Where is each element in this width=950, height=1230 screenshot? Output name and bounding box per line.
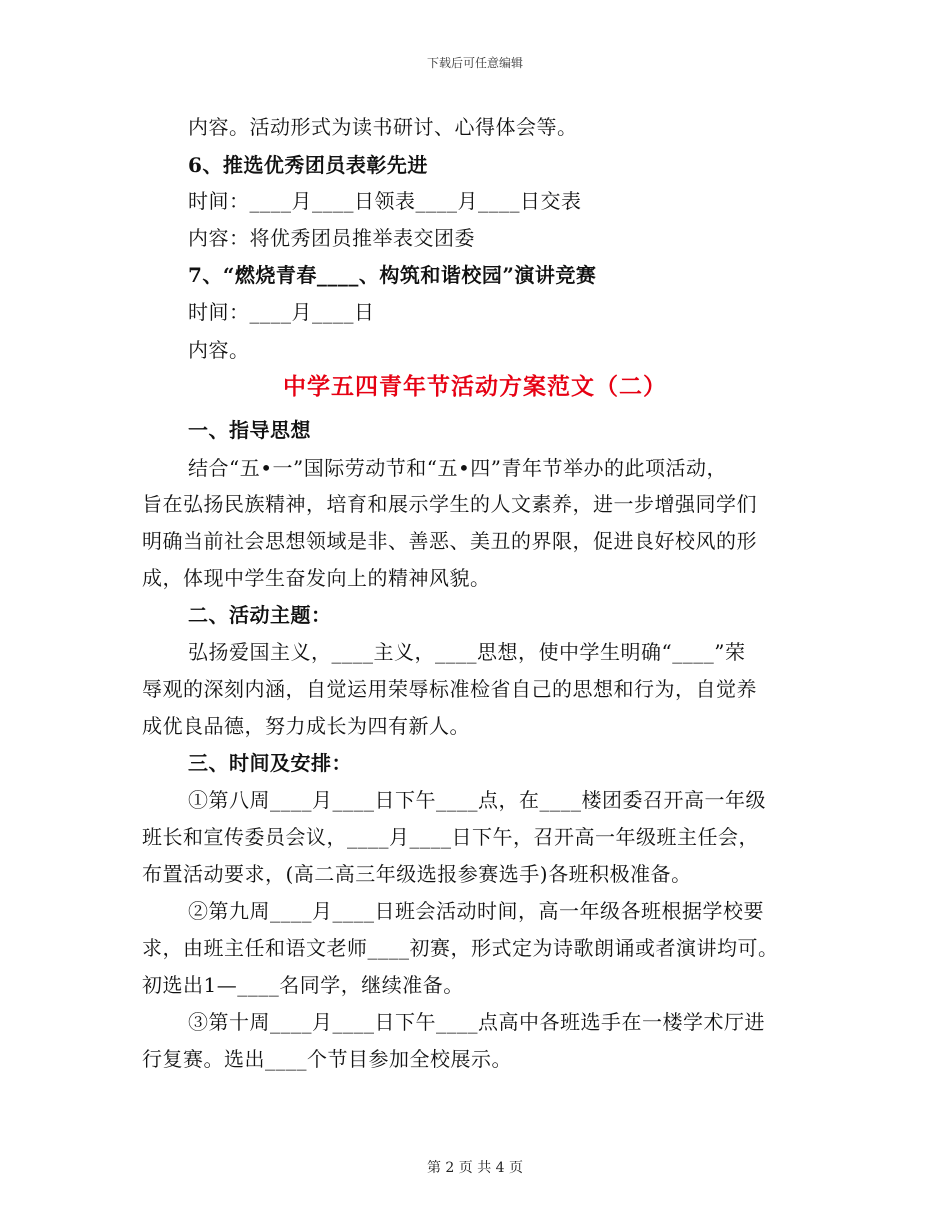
paragraph-line: 班长和宣传委员会议，____月____日下午，召开高一年级班主任会， bbox=[142, 825, 759, 849]
text-line: 内容：将优秀团员推举表交团委 bbox=[188, 226, 475, 250]
section-heading-6: 6、推选优秀团员表彰先进 bbox=[188, 153, 428, 177]
paragraph-line: ②第九周____月____日班会活动时间，高一年级各班根据学校要 bbox=[188, 899, 764, 923]
paragraph-line: 初选出1—____名同学，继续准备。 bbox=[142, 973, 464, 997]
paragraph-line: 旨在弘扬民族精神，培育和展示学生的人文素养，进一步增强同学们 bbox=[142, 492, 757, 516]
text-line: 时间：____月____日 bbox=[188, 300, 375, 324]
section-heading-2: 二、活动主题： bbox=[188, 603, 332, 627]
paragraph-line: 弘扬爱国主义，____主义，____思想，使中学生明确“____”荣 bbox=[188, 640, 746, 664]
paragraph-line: ③第十周____月____日下午____点高中各班选手在一楼学术厅进 bbox=[188, 1010, 765, 1034]
page-number: 第 2 页 共 4 页 bbox=[426, 1160, 524, 1176]
paragraph-line: 成优良品德，努力成长为四有新人。 bbox=[142, 714, 470, 738]
paragraph-line: 结合“五•一”国际劳动节和“五•四”青年节举办的此项活动， bbox=[188, 456, 727, 480]
section-heading-7: 7、“燃烧青春____、构筑和谐校园”演讲竞赛 bbox=[188, 263, 597, 287]
paragraph-line: 明确当前社会思想领域是非、善恶、美丑的界限，促进良好校风的形 bbox=[142, 529, 757, 553]
document-title: 中学五四青年节活动方案范文（二） bbox=[283, 373, 667, 400]
section-heading-3: 三、时间及安排： bbox=[188, 751, 352, 775]
paragraph-line: 辱观的深刻内涵，自觉运用荣辱标准检省自己的思想和行为，自觉养 bbox=[142, 677, 757, 701]
paragraph-line: ①第八周____月____日下午____点，在____楼团委召开高一年级 bbox=[188, 788, 766, 812]
paragraph-line: 布置活动要求，(高二高三年级选报参赛选手)各班积极准备。 bbox=[142, 862, 692, 886]
text-line: 时间：____月____日领表____月____日交表 bbox=[188, 189, 582, 213]
paragraph-line: 行复赛。选出____个节目参加全校展示。 bbox=[142, 1047, 512, 1071]
section-heading-1: 一、指导思想 bbox=[188, 418, 311, 442]
text-line: 内容。活动形式为读书研讨、心得体会等。 bbox=[188, 115, 578, 139]
text-line: 内容。 bbox=[188, 338, 250, 362]
page-header-note: 下载后可任意编辑 bbox=[426, 56, 523, 70]
paragraph-line: 成，体现中学生奋发向上的精神风貌。 bbox=[142, 566, 491, 590]
paragraph-line: 求，由班主任和语文老师____初赛，形式定为诗歌朗诵或者演讲均可。 bbox=[142, 936, 779, 960]
